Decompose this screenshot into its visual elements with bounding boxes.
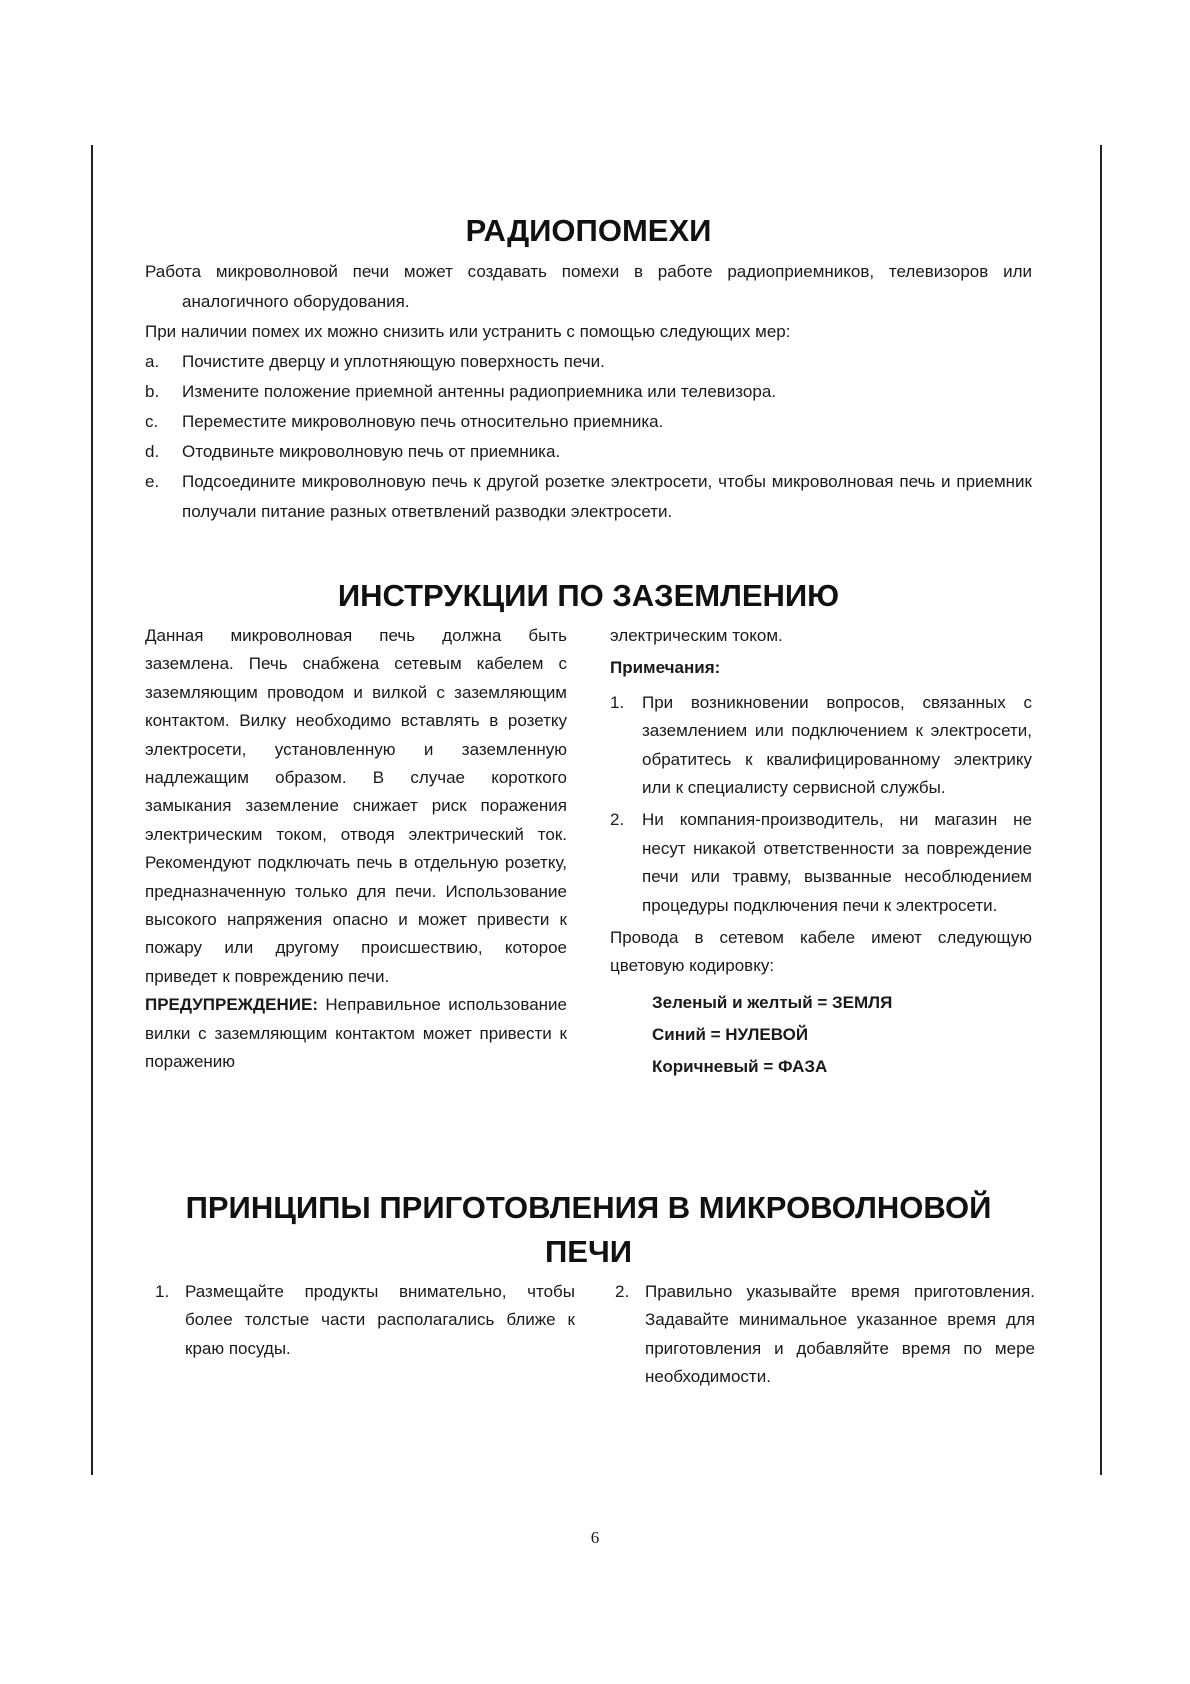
notes-list (610, 689, 1032, 920)
list-item-text: Подсоедините микроволновую печь к другой розетке электросети, чтобы микроволновая печь и приемник получали питание разных ответвлений разводки электросети. (182, 472, 1032, 521)
list-marker: 2. (615, 1282, 630, 1301)
list-item (610, 806, 1032, 920)
grounding-left-column (145, 622, 567, 1077)
warning-text: Неправильное использование вилки с заземляющим контактом может привести к поражению (145, 995, 567, 1072)
grounding-title: ИНСТРУКЦИИ ПО ЗАЗЕМЛЕНИЮ (337, 578, 840, 613)
radio-interference-section (145, 257, 1032, 527)
list-item (145, 377, 1032, 407)
list-item-text: Правильно указывайте время приготовления. Задавайте минимальное указанное время для приготовления и добавляйте время по мере необходимости. (645, 1282, 1035, 1387)
radio-interference-title: РАДИОПОМЕХИ (465, 213, 712, 248)
list-item (615, 1278, 1035, 1392)
cooking-title-line1: ПРИНЦИПЫ ПРИГОТОВЛЕНИЯ В МИКРОВОЛНОВОЙ (185, 1190, 992, 1225)
list-item-text: Размещайте продукты внимательно, чтобы более толстые части располагались ближе к краю посуды. (185, 1282, 575, 1358)
list-item (610, 689, 1032, 803)
color-coding-intro: Провода в сетевом кабеле имеют следующую цветовую кодировку: (610, 928, 1032, 976)
color-codes (610, 987, 1032, 1083)
warning-label: ПРЕДУПРЕЖДЕНИЕ: (145, 995, 318, 1015)
list-item (145, 467, 1032, 527)
grounding-right-column (610, 622, 1032, 1083)
right-margin-rule (1100, 145, 1102, 1475)
grounding-warning (145, 991, 567, 1076)
list-item-text: Измените положение приемной антенны радиоприемника или телевизора. (182, 382, 776, 401)
list-item-text: При возникновении вопросов, связанных с заземлением или подключением к электросети, обратитесь к квалифицированному электрику или к специалисту сервисной службы. (642, 692, 1032, 798)
list-marker: 1. (155, 1282, 170, 1301)
list-marker: 1. (610, 692, 625, 712)
cooking-title-line2: ПЕЧИ (544, 1234, 633, 1269)
page-number: 6 (590, 1528, 600, 1547)
code-ground: Зеленый и желтый = ЗЕМЛЯ (652, 992, 893, 1012)
list-item (145, 407, 1032, 437)
list-item (145, 347, 1032, 377)
code-neutral: Синий = НУЛЕВОЙ (652, 1024, 809, 1044)
list-item (155, 1278, 575, 1392)
warning-continuation: электрическим током. (610, 626, 783, 645)
list-item (145, 437, 1032, 467)
list-marker: b. (145, 382, 160, 401)
radio-lead: При наличии помех их можно снизить или устранить с помощью следующих мер: (145, 322, 791, 341)
notes-heading: Примечания: (610, 658, 721, 678)
list-marker: d. (145, 442, 160, 461)
list-item-text: Переместите микроволновую печь относительно приемника. (182, 412, 664, 431)
grounding-body: Данная микроволновая печь должна быть заземлена. Печь снабжена сетевым кабелем с заземляющим проводом и вилкой с заземляющим контактом. Вилку необходимо вставлять в розетку электросети, установленную и заземленную надлежащим образом. В случае короткого замыкания заземление снижает риск поражения электрическим током, отводя электрический ток. Рекомендуют подключать печь в отдельную розетку, предназначенную только для печи. Использование высокого напряжения опасно и может привести к пожару или другому происшествию, которое приведет к повреждению печи. (145, 626, 567, 986)
list-marker: a. (145, 352, 160, 371)
cooking-principles-list (155, 1278, 1035, 1392)
list-marker: 2. (610, 810, 625, 830)
list-marker: e. (145, 472, 160, 491)
list-item-text: Ни компания-производитель, ни магазин не несут никакой ответственности за повреждение печи или травму, вызванные несоблюдением процедуры подключения печи к электросети. (642, 810, 1032, 915)
left-margin-rule (91, 145, 93, 1475)
list-item-text: Отодвиньте микроволновую печь от приемника. (182, 442, 561, 461)
list-marker: c. (145, 412, 159, 431)
cooking-principles-title (145, 1186, 1032, 1274)
list-item-text: Почистите дверцу и уплотняющую поверхность печи. (182, 352, 605, 371)
radio-intro: Работа микроволновой печи может создавать помехи в работе радиоприемников, телевизоров или аналогичного оборудования. (145, 262, 1032, 311)
code-live: Коричневый = ФАЗА (652, 1056, 828, 1076)
radio-measures-list (145, 347, 1032, 527)
